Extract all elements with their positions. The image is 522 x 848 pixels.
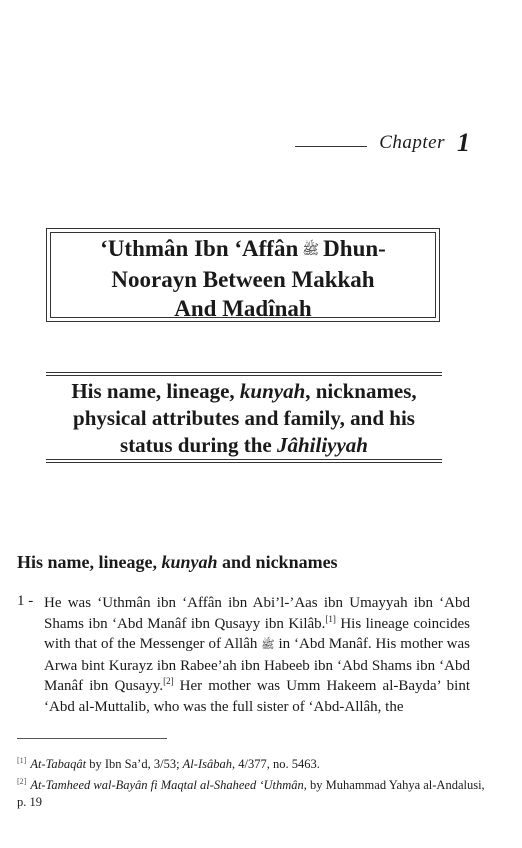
- section-rule-bottom: [46, 459, 442, 460]
- footnote-ref[interactable]: [1]: [325, 613, 336, 624]
- section-heading-text: His name, lineage,: [71, 379, 240, 403]
- chapter-title-part2: Dhun-: [323, 236, 386, 261]
- paragraph-text: in ‘Abd Manâf. His mother was Arwa bint Kurayz ibn Rabee’ah ibn Habeeb ibn ‘Abd Shams ibn ‘Abd Manâf ibn Qusayy.: [44, 636, 470, 694]
- chapter-title-part1: ‘Uthmân Ibn ‘Affân: [100, 236, 299, 261]
- honorific-symbol: ﷺ: [302, 243, 320, 258]
- footnote-divider: [17, 738, 167, 739]
- paragraph-number: 1 -: [17, 593, 34, 609]
- footnote-ref[interactable]: [2]: [163, 676, 174, 686]
- body-paragraph: [44, 593, 470, 717]
- chapter-header: [295, 128, 470, 158]
- chapter-title: [47, 234, 439, 323]
- section-heading-text: physical attributes and family, and his: [73, 406, 415, 430]
- sub-heading: [17, 552, 338, 573]
- sub-heading-italic: kunyah: [161, 552, 218, 572]
- footnote-title: At-Tamheed wal-Bayân fi Maqtal al-Shaheed ‘Uthmân: [30, 778, 304, 792]
- chapter-number: 1: [457, 128, 470, 157]
- paragraph-text: His lineage coincides with that of the Messenger of Allâh: [44, 615, 470, 652]
- footnote-text: , 4/377, no. 5463.: [231, 757, 320, 771]
- paragraph-text: Her mother was Umm Hakeem al-Bayda’ bint ‘Abd al-Muttalib, who was the full sister of ‘Abd-Allâh, the: [44, 678, 470, 715]
- section-heading-text: status during the: [120, 433, 277, 457]
- sub-heading-text: His name, lineage,: [17, 552, 162, 572]
- sub-heading-text: and nicknames: [217, 552, 338, 572]
- chapter-title-box: [46, 228, 440, 322]
- chapter-title-line3: And Madînah: [174, 296, 312, 321]
- paragraph-text: He was ‘Uthmân ibn ‘Affân ibn Abi’l-’Aas ibn Umayyah ibn ‘Abd Shams ibn ‘Abd Manâf ibn Qusayy ibn Kilâb.: [44, 595, 470, 632]
- section-heading: [36, 378, 452, 459]
- section-heading-italic: kunyah: [239, 379, 306, 403]
- section-rule-bottom-2: [46, 462, 442, 463]
- footnote-title: At-Tabaqât: [30, 757, 87, 771]
- section-rule-top: [46, 372, 442, 373]
- footnote-2: [17, 773, 491, 811]
- footnote-marker: [2]: [17, 777, 27, 786]
- section-heading-italic: Jâhiliyyah: [276, 433, 368, 457]
- footnote-1: [17, 752, 491, 773]
- section-heading-text: , nicknames,: [305, 379, 417, 403]
- chapter-rule: [295, 146, 367, 147]
- footnote-title: Al-Isâbah: [182, 757, 232, 771]
- honorific-symbol: ﷺ: [261, 639, 275, 651]
- footnote-text: by Ibn Sa’d, 3/53;: [86, 757, 183, 771]
- section-rule-top-2: [46, 375, 442, 376]
- chapter-title-line2: Noorayn Between Makkah: [111, 267, 375, 292]
- chapter-label: Chapter: [379, 132, 445, 153]
- footnote-text: , by Muhammad Yahya al-Andalusi, p. 19: [17, 778, 485, 809]
- footnote-marker: [1]: [17, 756, 27, 765]
